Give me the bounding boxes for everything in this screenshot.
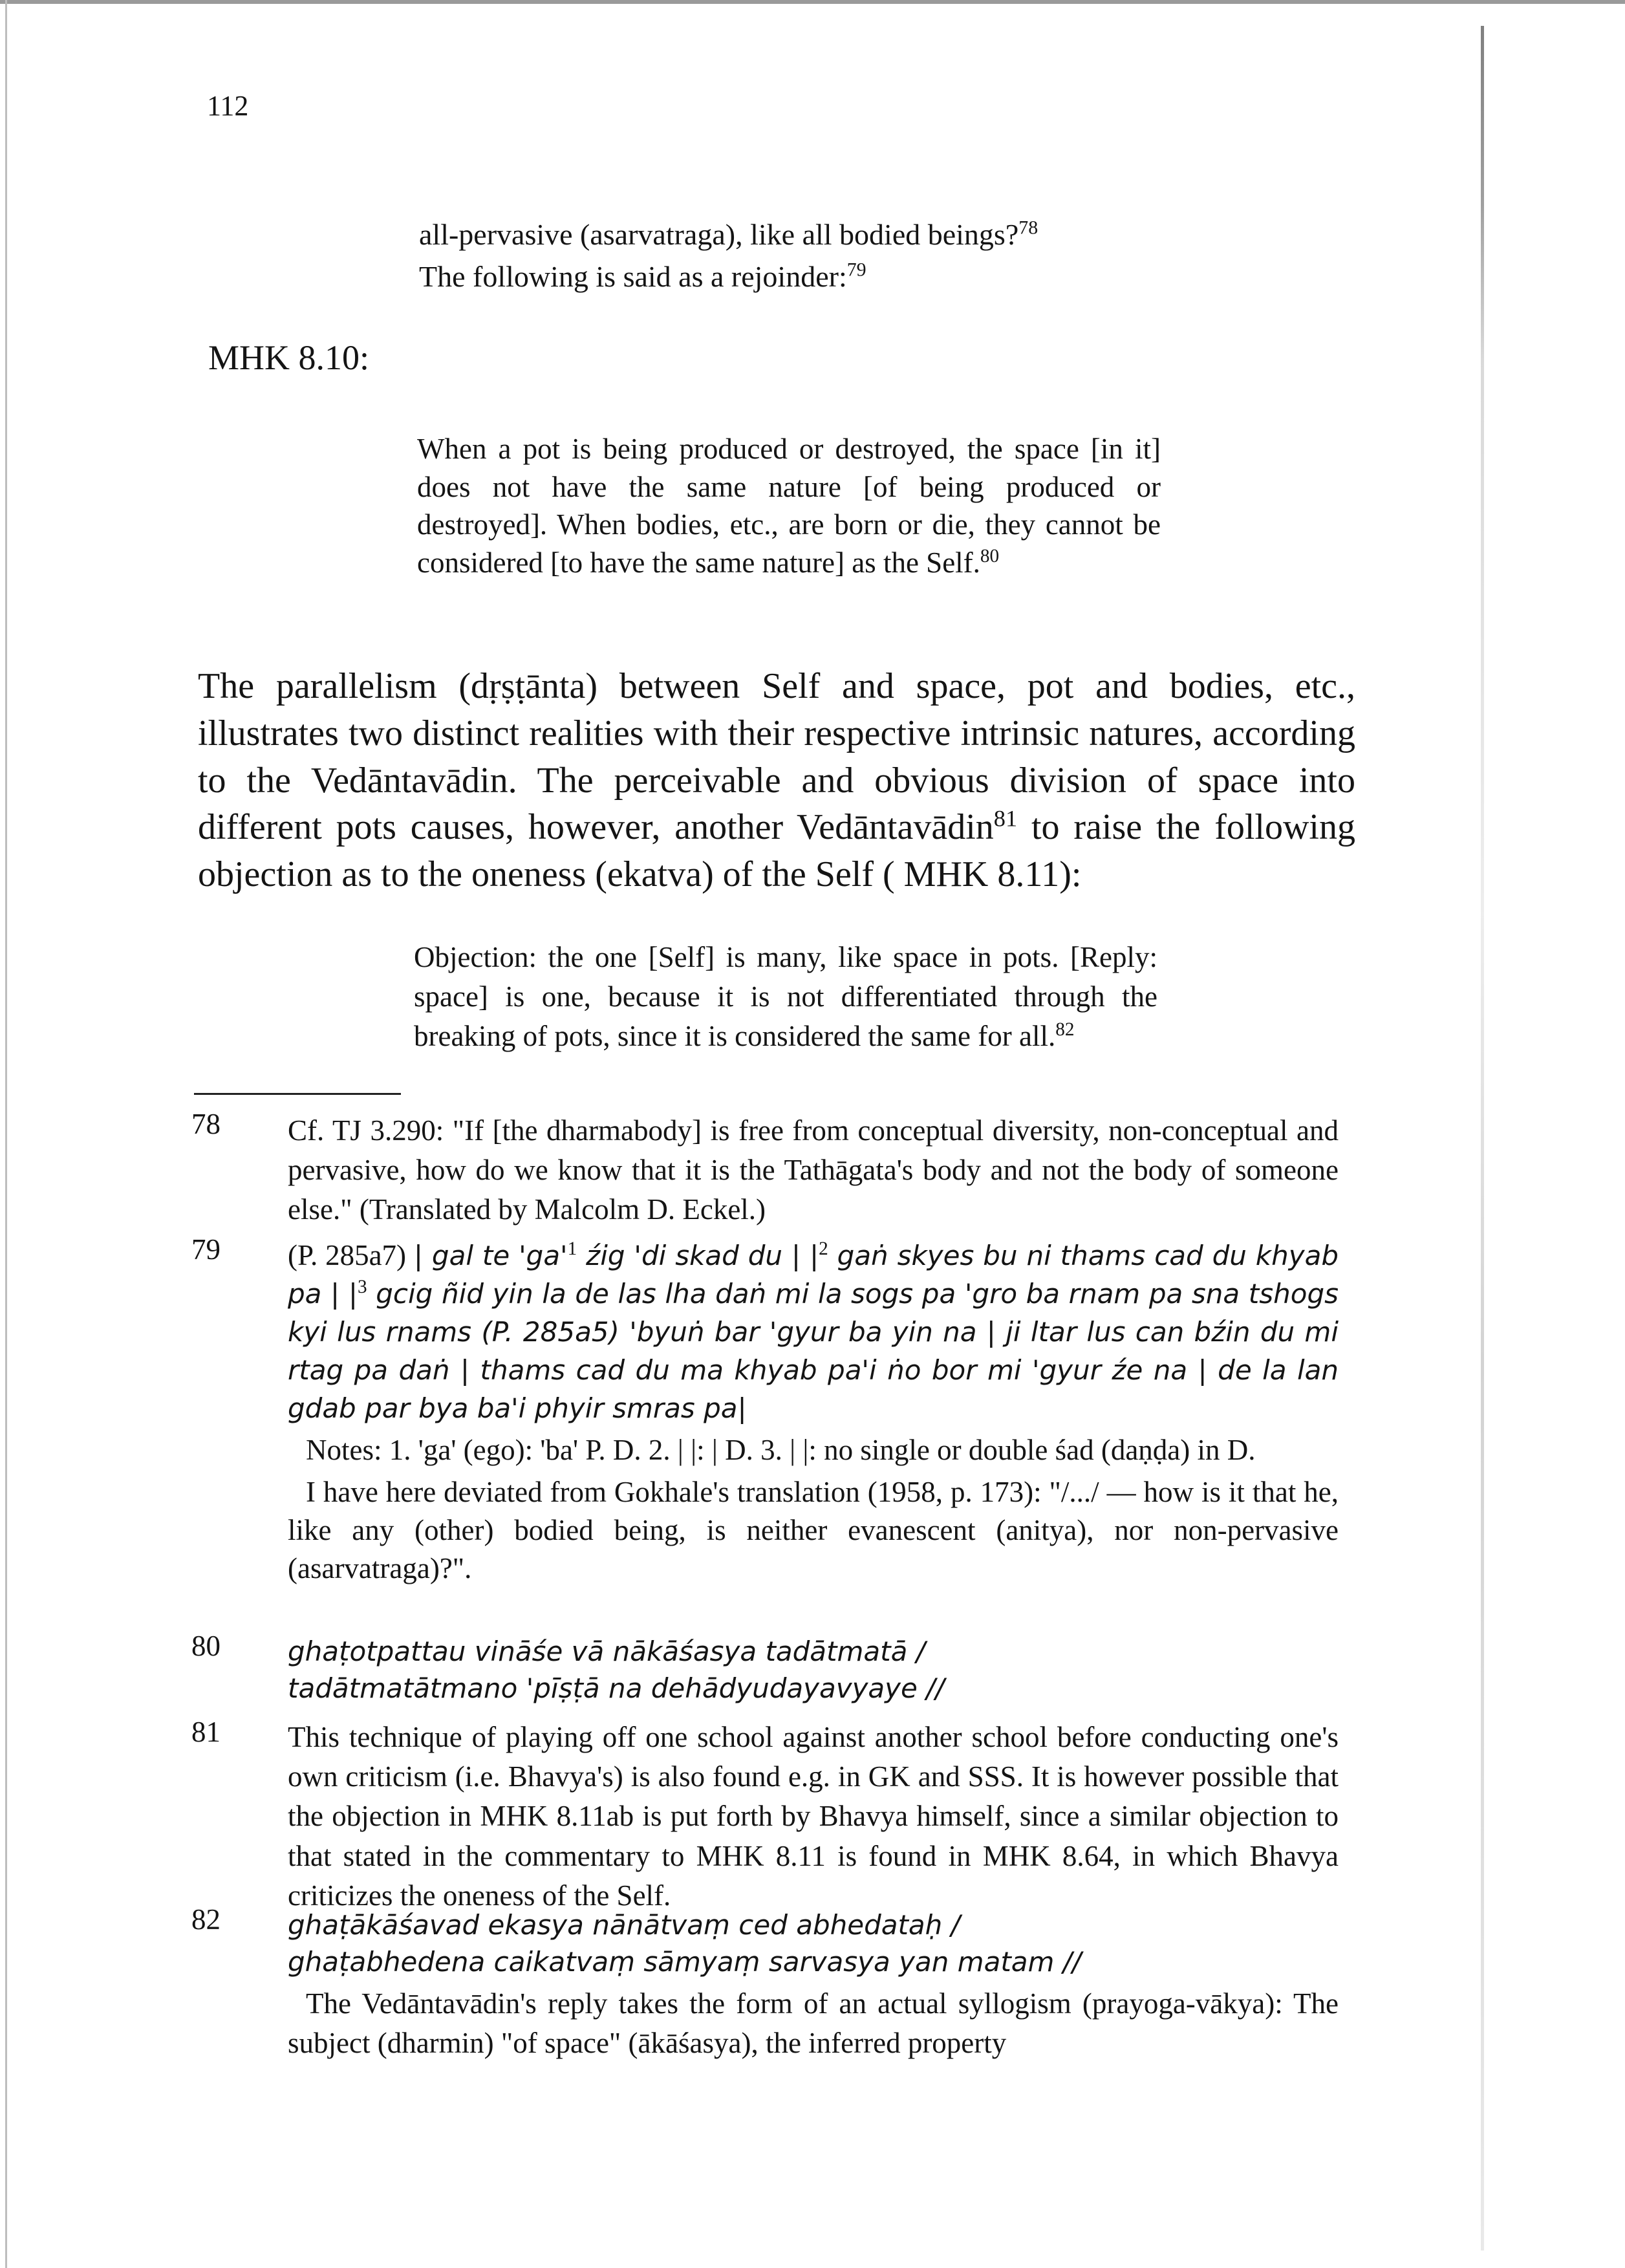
tibetan-segment-a: | gal te 'ga' xyxy=(413,1240,568,1271)
scan-edge-left xyxy=(5,0,7,2268)
quote-line-1 xyxy=(419,213,1324,255)
objection-quote xyxy=(414,938,1157,1055)
footnote-number-79: 79 xyxy=(191,1233,221,1266)
main-paragraph-part1: The parallelism (dṛṣṭānta) between Self and space, pot and bodies, etc., illustrates two distinct realities with their respective intrinsic natures, according to the Vedāntavādin. The perceivable and obvious division of space into different pots causes, however, another Vedāntavādin xyxy=(198,666,1355,848)
quote-line-1-text: all-pervasive (asarvatraga), like all bodied beings? xyxy=(419,218,1019,251)
footnote-ref-79[interactable]: 79 xyxy=(846,259,866,281)
verse-quote-text: When a pot is being produced or destroyed, the space [in it] does not have the same nature [of being produced or destroyed]. When bodies, etc., are born or die, they cannot be considered [to have the same nature] as the Self. xyxy=(417,433,1161,579)
quote-line-2-text: The following is said as a rejoinder: xyxy=(419,260,847,294)
footnote-79-deviation: I have here deviated from Gokhale's translation (1958, p. 173): "/.../ — how is it that he, like any (other) bodied being, is neither evanescent (anitya), nor non-pervasive (asarvatraga)?". xyxy=(288,1475,1339,1584)
footnote-79-notes: Notes: 1. 'ga' (ego): 'ba' P. D. 2. | |: | D. 3. | |: no single or double śad (daṇḍa) in D. xyxy=(306,1433,1256,1466)
footnote-80-line-2: tadātmatātmano 'pīṣṭā na dehādyudayavyaye // xyxy=(288,1672,945,1705)
footnote-ref-81[interactable]: 81 xyxy=(993,805,1018,832)
footnote-separator xyxy=(194,1093,401,1095)
verse-label: MHK 8.10: xyxy=(208,338,370,377)
footnote-ref-78[interactable]: 78 xyxy=(1018,217,1038,239)
footnote-ref-82[interactable]: 82 xyxy=(1055,1019,1075,1040)
footnote-78-text: Cf. TJ 3.290: "If [the dharmabody] is free from conceptual diversity, non-conceptual and pervasive, how do we know that it is the Tathāgata's body and not the body of someone else." (Translated by Malcolm D. Eckel.) xyxy=(288,1114,1339,1226)
main-paragraph xyxy=(198,663,1355,898)
footnote-79-tibetan xyxy=(288,1237,1339,1427)
verse-quote-8-10 xyxy=(417,430,1161,581)
footnote-79-source: (P. 285a7) xyxy=(288,1239,407,1271)
scan-edge-top xyxy=(0,0,1625,4)
scan-edge-right xyxy=(1481,26,1484,2251)
footnote-79 xyxy=(288,1237,1339,1587)
footnote-number-81: 81 xyxy=(191,1716,221,1748)
footnote-82 xyxy=(288,1906,1339,2064)
tibetan-segment-d: gcig ñid yin la de las lha daṅ mi la sogs pa 'gro ba rnam pa sna tshogs kyi lus rnams (P. 285a5) 'byuṅ bar 'gyur ba yin na | ji ltar lus can bźin du mi rtag pa daṅ | thams cad du ma khyab pa'i ṅo bor mi 'gyur źe na | de la lan gdab par bya ba'i phyir smras pa| xyxy=(288,1277,1339,1424)
footnote-number-78: 78 xyxy=(191,1108,221,1140)
note-marker-1: 1 xyxy=(567,1238,577,1259)
footnote-82-continuation: The Vedāntavādin's reply takes the form of an actual syllogism (prayoga-vākya): The subject (dharmin) "of space" (ākāśasya), the inferred property xyxy=(288,1987,1339,2060)
tibetan-segment-b: źig 'di skad du | | xyxy=(577,1240,819,1271)
footnote-80 xyxy=(288,1633,1339,1707)
main-paragraph-part2: to raise the following objection as to the oneness (ekatva) of the Self ( MHK 8.11): xyxy=(198,807,1355,895)
quote-line-2 xyxy=(419,255,1324,297)
footnote-number-82: 82 xyxy=(191,1903,221,1936)
page-number: 112 xyxy=(207,90,249,122)
footnote-ref-80[interactable]: 80 xyxy=(980,545,1000,567)
footnote-82-line-2: ghaṭabhedena caikatvaṃ sāmyaṃ sarvasya yan matam // xyxy=(288,1946,1082,1978)
footnote-81 xyxy=(288,1718,1339,1916)
objection-quote-text: Objection: the one [Self] is many, like space in pots. [Reply: space] is one, because it is not differentiated through the breaking of pots, since it is considered the same for all. xyxy=(414,941,1157,1052)
tibetan-segment-c: gaṅ skyes bu ni thams cad du khyab pa | | xyxy=(288,1240,1339,1310)
footnote-80-line-1: ghaṭotpattau vināśe vā nākāśasya tadātmatā / xyxy=(288,1636,925,1667)
footnote-81-text: This technique of playing off one school against another school before conducting one's own criticism (i.e. Bhavya's) is also found e.g. in GK and SSS. It is however possible that the objection in MHK 8.11ab is put forth by Bhavya himself, since a similar objection to that stated in the commentary to MHK 8.11 is found in MHK 8.64, in which Bhavya criticizes the oneness of the Self. xyxy=(288,1721,1339,1912)
note-marker-2: 2 xyxy=(819,1238,828,1259)
footnote-number-80: 80 xyxy=(191,1630,221,1662)
note-marker-3: 3 xyxy=(357,1276,367,1297)
quote-continuation xyxy=(419,213,1324,298)
footnote-78 xyxy=(288,1111,1339,1230)
footnote-82-line-1: ghaṭākāśavad ekasya nānātvaṃ ced abhedataḥ / xyxy=(288,1909,960,1941)
